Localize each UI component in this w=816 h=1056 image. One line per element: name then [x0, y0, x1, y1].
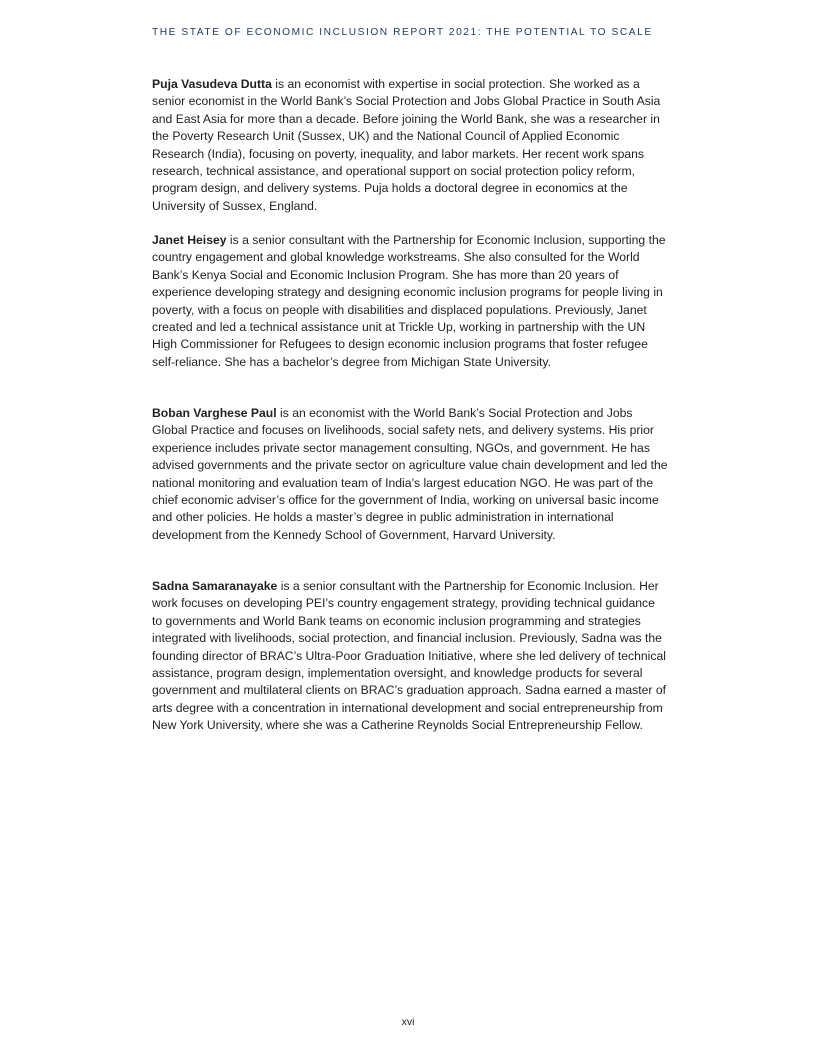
- bio-text: is an economist with expertise in social protection. She worked as a senior economist in the World Bank’s Social Protection and Jobs Global Practice in South Asia and East Asia for more than a decade. Before joining the World Bank, she was a researcher in the Poverty Research Unit (Sussex, UK) and the National Council of Applied Economic Research (India), focusing on poverty, inequality, and labor markets. Her recent work spans research, technical assistance, and operational support on social protection policy reform, program design, and delivery systems. Puja holds a doctoral degree in economics at the University of Sussex, England.: [152, 77, 661, 213]
- author-name: Janet Heisey: [152, 233, 227, 247]
- bio-text: is a senior consultant with the Partnership for Economic Inclusion. Her work focuses on developing PEI’s country engagement strategy, providing technical guidance to governments and World Bank teams on economic inclusion programming and strategies integrated with livelihoods, social protection, and financial inclusion. Previously, Sadna was the founding director of BRAC’s Ultra-Poor Graduation Initiative, where she led delivery of technical assistance, program design, implementation oversight, and knowledge products for several government and multilateral clients on BRAC’s graduation approach. Sadna earned a master of arts degree with a concentration in international development and social entrepreneurship from New York University, where she was a Catherine Reynolds Social Entrepreneurship Fellow.: [152, 579, 666, 733]
- author-name: Sadna Samaranayake: [152, 579, 278, 593]
- bio-text: is an economist with the World Bank’s Social Protection and Jobs Global Practice and focuses on livelihoods, social safety nets, and delivery systems. His prior experience includes private sector management consulting, NGOs, and government. He has advised governments and the private sector on agriculture value chain development and led the national monitoring and evaluation team of India’s largest education NGO. He was part of the chief economic adviser’s office for the government of India, working on universal basic income and other policies. He holds a master’s degree in public administration in international development from the Kennedy School of Government, Harvard University.: [152, 406, 668, 542]
- page-number: xvi: [401, 1016, 415, 1028]
- author-name: Puja Vasudeva Dutta: [152, 77, 272, 91]
- author-name: Boban Varghese Paul: [152, 406, 277, 420]
- bio-paragraph-boban-varghese-paul: [152, 405, 668, 544]
- bio-paragraph-puja-vasudeva-dutta: [152, 76, 668, 215]
- bio-paragraph-sadna-samaranayake: [152, 578, 668, 735]
- bio-text: is a senior consultant with the Partnership for Economic Inclusion, supporting the country engagement and global knowledge workstreams. She also consulted for the World Bank’s Kenya Social and Economic Inclusion Program. She has more than 20 years of experience developing strategy and designing economic inclusion programs for people living in poverty, with a focus on people with disabilities and displaced populations. Previously, Janet created and led a technical assistance unit at Trickle Up, working in partnership with the UN High Commissioner for Refugees to design economic inclusion programs that foster refugee self-reliance. She has a bachelor’s degree from Michigan State University.: [152, 233, 666, 369]
- bio-paragraph-janet-heisey: [152, 232, 668, 371]
- running-head: THE STATE OF ECONOMIC INCLUSION REPORT 2021: THE POTENTIAL TO SCALE: [152, 27, 653, 38]
